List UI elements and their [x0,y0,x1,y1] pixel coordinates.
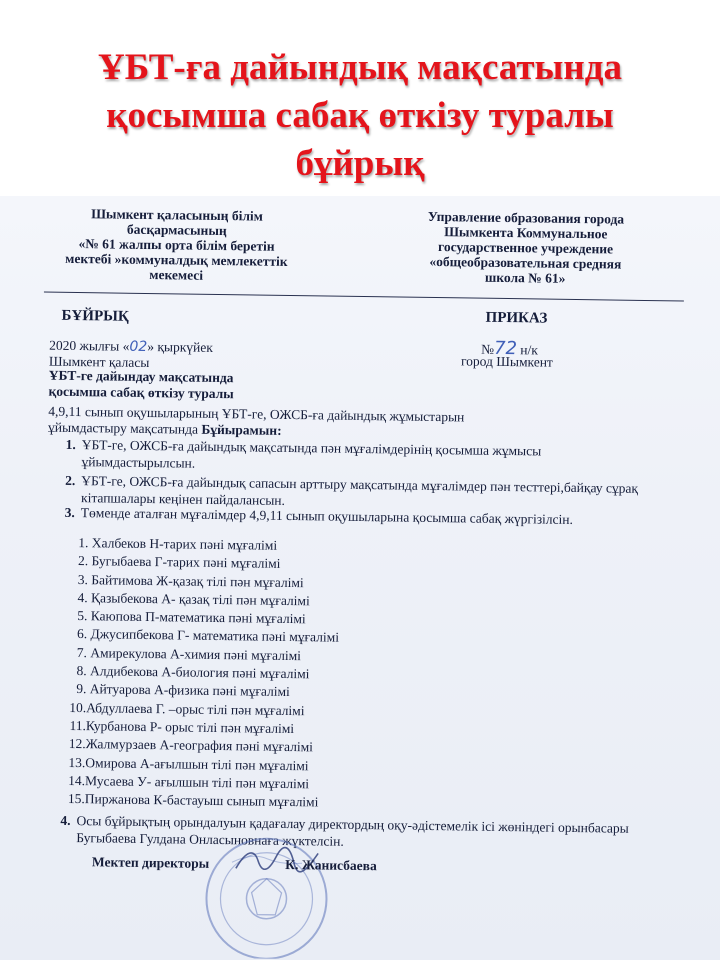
teacher-name: Курбанова Р- орыс тілі пән мұғалімі [85,718,295,737]
intro-line: ұйымдастыру мақсатында [47,419,202,437]
teacher-number: 6. [76,626,88,642]
document-body [0,196,720,960]
slide-title [0,44,720,188]
city-kz: Шымкент қаласы [48,353,150,371]
teacher-name: Халбеков Н-тарих пәні мұғалімі [91,535,278,553]
item-number: 2. [65,472,76,489]
header-right-line: «общеобразовательная средняя [429,253,622,272]
teacher-number: 10. [69,699,87,715]
signer-name: К. Жанисбаева [285,856,377,874]
date-day-handwritten: 02 [129,338,148,356]
item-text: Төменде аталған мұғалімдер 4,9,11 сынып оқушыларына қосымша сабақ жүргізілсін. [80,505,574,527]
subject-line: ҰБТ-ге дайындау мақсатында [48,367,234,386]
teacher-name: Жалмурзаев А-география пәні мұғалімі [85,736,314,755]
teacher-number: 3. [77,571,89,587]
teacher-number: 1. [78,535,89,551]
header-left-line: басқармасының [126,221,227,239]
teacher-number: 15. [67,791,85,807]
item-text: Осы бұйрықтың орындалуын қадағалау директордың оқу-әдістемелік ісі жөніндегі орынбасары Бугыбаева Гулдана Онласыновнаға жүктелсін. [76,813,629,849]
number-suffix: н/к [516,342,538,358]
item-number: 4. [60,812,71,828]
teacher-number: 7. [76,644,88,660]
teacher-number: 14. [68,772,86,789]
teacher-number: 9. [76,681,87,697]
header-russian [380,208,671,287]
city-ru: город Шымкент [460,353,553,370]
header-right-line: Шымкента Коммунальное [444,224,608,242]
teacher-number: 5. [77,608,88,624]
teacher-number: 8. [76,663,87,679]
teacher-number: 13. [68,754,86,770]
teacher-name: Пиржанова К-бастауыш сынып мұғалімі [84,791,319,810]
signature-line [92,854,377,874]
teacher-name: Байтимова Ж-қазақ тілі пән мұғалімі [91,571,304,590]
item-number: 3. [64,504,75,521]
title-line-1: ҰБТ-ға дайындық мақсатында [98,47,622,88]
scanned-document [0,196,720,960]
intro-line: 4,9,11 сынып оқушыларының ҰБТ-ге, ОЖСБ-ға дайындық жұмыстарын [48,403,465,425]
number-handwritten: 72 [493,337,518,360]
teacher-name: Абдуллаева Г. –орыс тілі пән мұғалімі [86,699,305,718]
teacher-name: Амирекулова А-химия пәні мұғалімі [90,645,302,663]
header-kazakh [26,205,327,284]
date-suffix: » қыркүйек [147,339,213,355]
subject-line: қосымша сабақ өткізу туралы [48,383,234,402]
item-number: 1. [65,436,76,453]
teacher-number: 11. [69,717,86,734]
header-left-line: мектебі »коммуналдық мемлекеттік [65,250,288,269]
header-right-line: государственное учреждение [438,239,614,257]
header-right-line: Управление образования города [427,208,625,227]
header-left-line: Шымкент қаласының білім [91,206,264,224]
teacher-number: 2. [77,553,89,569]
title-line-3: бұйрық [295,143,425,184]
teacher-name: Каюпова П-математика пәні мұғалімі [90,608,306,627]
order-item [42,812,682,855]
header-divider [44,292,684,302]
item-text: ҰБТ-ге, ОЖСБ-ға дайындық сапасын арттыру мақсатында мұғалімдер пән тесттері,байқау сұрақ кітапшалары кеңінен пайдалансын. [80,473,639,508]
number-prefix: № [481,341,495,357]
teacher-name: Омирова А-ағылшын тілі пән мұғалімі [85,754,309,773]
item-text: ҰБТ-ге, ОЖСБ-ға дайындық мақсатында пән мұғалімдерінің қосымша жұмысы ұйымдастырылсын. [81,437,542,471]
header-left-line: «№ 61 жалпы орта білім беретін [78,236,275,254]
teacher-number: 4. [77,589,88,606]
teacher-name: Мусаева У- ағылшын тілі пән мұғалімі [85,773,310,792]
signer-role: Мектеп директоры [91,854,210,871]
intro-command: Бұйырамын: [201,421,282,438]
order-label-ru: ПРИКАЗ [485,309,548,327]
teacher-name: Айтуарова А-физика пәні мұғалімі [89,681,290,700]
teacher-number: 12. [68,736,86,752]
list-item [63,790,337,812]
header-right-line: школа № 61» [484,269,566,286]
teacher-list [63,534,341,812]
teacher-name: Алдибекова А-биология пәні мұғалімі [89,663,310,682]
date-prefix: 2020 жылғы « [49,337,130,354]
order-label-kz: БҰЙРЫҚ [61,307,129,325]
header-left-line: мекемесі [149,267,204,283]
title-line-2: қосымша сабақ өткізу туралы [106,95,614,136]
teacher-name: Джусипбекова Г- математика пәні мұғалімі [90,626,340,646]
teacher-name: Қазыбекова А- қазақ тілі пән мұғалімі [90,590,310,609]
order-subject [48,368,234,403]
teacher-name: Бугыбаева Г-тарих пәні мұғалімі [91,553,281,572]
